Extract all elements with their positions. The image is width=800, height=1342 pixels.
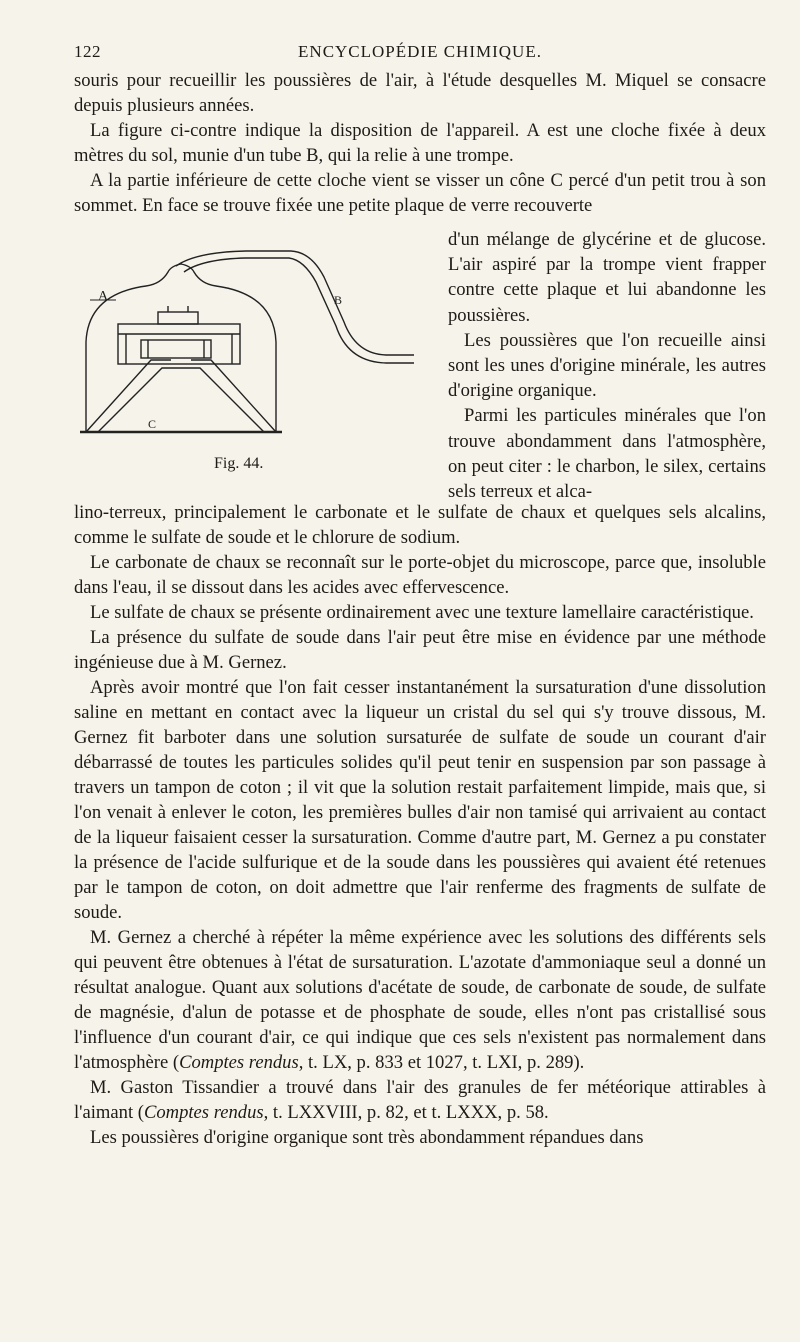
paragraph-figure-intro: La figure ci-contre indique la disposition de l'appareil. A est une cloche fixée à deux mètres du sol, munie d'un tube B, qui la relie à une trompe. — [74, 120, 766, 166]
paragraph-plate: d'un mélange de glycérine et de glucose. L'air aspiré par la trompe vient frapper contre cette plaque et lui abandonne les poussières. — [448, 229, 766, 326]
paragraph-gernez-salts: M. Gernez a cherché à répéter la même expérience avec les solutions des différents sels qui peuvent être obtenues à l'état de sursaturation. L'azotate d'ammoniaque seul a donné un résultat analogue. Quant aux solutions d'acétate de soude, de carbonate de soude, de sulfate de magnésie, d'alun de potasse et de phosphate de soude, elles n'ont pas cristallisé sous l'influence d'un courant d'air, ce qui indique que ces sels n'existent pas normalement dans l'atmosphère (Comptes rendus, t. LX, p. 833 et 1027, t. LXI, p. 289). — [74, 927, 766, 1073]
paragraph-continuation: souris pour recueillir les poussières de l'air, à l'étude desquelles M. Miquel se consacre depuis plusieurs années. — [74, 70, 766, 116]
label-c: C — [148, 417, 157, 431]
label-a: A — [98, 289, 109, 304]
citation-comptes-rendus-2: Comptes rendus — [143, 1102, 264, 1123]
running-head — [74, 40, 766, 66]
paragraph-cone: A la partie inférieure de cette cloche vient se visser un cône C percé d'un petit trou à son sommet. En face se trouve fixée une petite plaque de verre recouverte — [74, 170, 766, 216]
paragraph-sulfate-soude: La présence du sulfate de soude dans l'air peut être mise en évidence par une méthode ingénieuse due à M. Gernez. — [74, 627, 766, 673]
lower-text-block — [74, 500, 766, 1150]
running-title: ENCYCLOPÉDIE CHIMIQUE. — [298, 42, 542, 61]
citation-comptes-rendus: Comptes rendus — [179, 1052, 299, 1073]
side-text-block — [448, 227, 766, 504]
paragraph-organic: Les poussières d'origine organique sont très abondamment répandues dans — [90, 1127, 644, 1148]
figure-caption: Fig. 44. — [214, 455, 264, 472]
paragraph-tissandier: M. Gaston Tissandier a trouvé dans l'air des granules de fer météorique attirables à l'aimant (Comptes rendus, t. LXXVIII, p. 82, et t. LXXX, p. 58. — [74, 1077, 766, 1123]
page-number: 122 — [74, 42, 101, 61]
figure-apparatus — [76, 242, 446, 477]
paragraph-minerals: Parmi les particules minérales que l'on trouve abondamment dans l'atmosphère, on peut citer : le charbon, le silex, certains sels terreux et alca- — [448, 405, 766, 503]
paragraph-gernez-experiment: Après avoir montré que l'on fait cesser instantanément la sursaturation d'une dissolution saline en mettant en contact avec la liqueur un cristal du sel qui s'y trouve dissous, M. Gernez fit barboter dans une solution sursaturée de sulfate de soude un courant d'air débarrassé de toutes les particules solides qu'il peut tenir en suspension par son passage à travers un tampon de coton ; il vit que la solution restait parfaitement limpide, mais que, si l'on venait à enlever le coton, les premières bulles d'air non tamisé qui arrivaient au contact de la liqueur faisaient cesser la sursaturation. Comme d'autre part, M. Gernez a pu constater la présence de l'acide sulfurique et de la soude dans les poussières qui avaient été retenues par le tampon de coton, on doit admettre que l'air renferme des fragments de sulfate de soude. — [74, 677, 766, 923]
paragraph-sulfate-chaux: Le sulfate de chaux se présente ordinairement avec une texture lamellaire caractéristique. — [90, 602, 754, 623]
upper-text-block — [74, 68, 766, 218]
label-b: B — [334, 293, 343, 307]
paragraph-salts: lino-terreux, principalement le carbonate et le sulfate de chaux et quelques sels alcalins, comme le sulfate de soude et le chlorure de sodium. — [74, 502, 766, 548]
apparatus-diagram — [76, 242, 446, 452]
paragraph-carbonate: Le carbonate de chaux se reconnaît sur le porte-objet du microscope, parce que, insoluble dans l'eau, il se dissout dans les acides avec effervescence. — [74, 552, 766, 598]
paragraph-origins: Les poussières que l'on recueille ainsi sont les unes d'origine minérale, les autres d'origine organique. — [448, 329, 766, 402]
